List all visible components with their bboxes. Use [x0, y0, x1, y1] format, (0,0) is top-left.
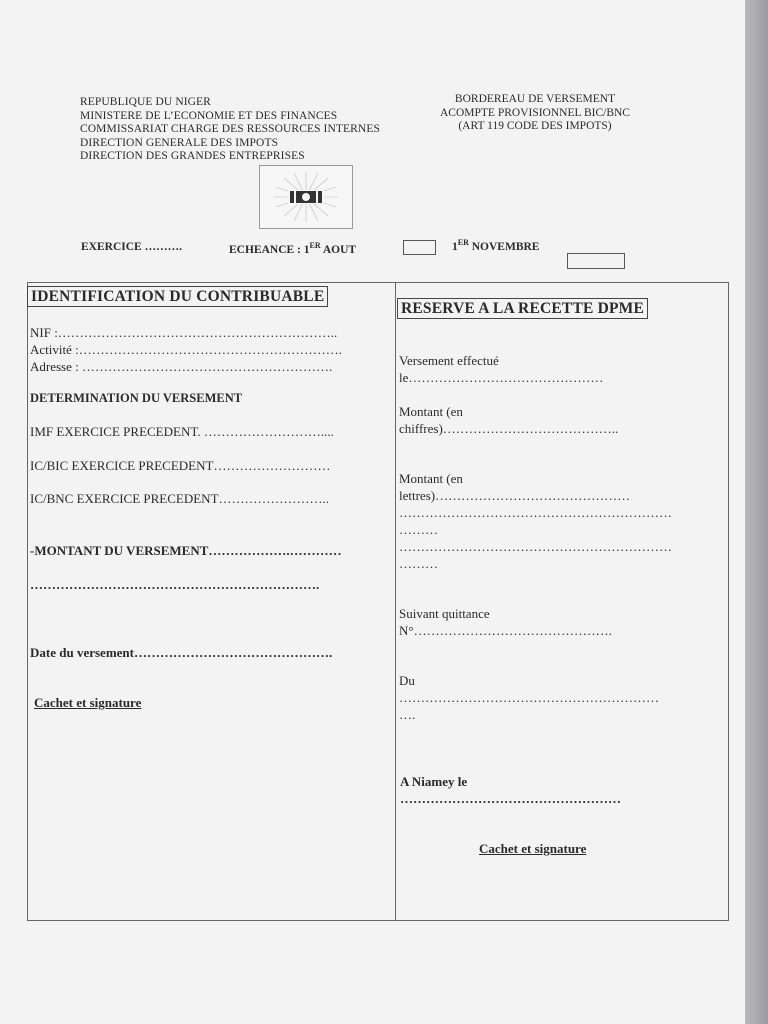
- exercice-field: EXERCICE ……….: [81, 241, 182, 253]
- montant-lettres-line[interactable]: ………………………………………………………: [399, 505, 672, 520]
- echeance-label: ECHEANCE : 1: [229, 243, 310, 256]
- novembre-label: [452, 238, 539, 253]
- form-reference: (ART 119 CODE DES IMPOTS): [458, 120, 612, 133]
- icbic-field[interactable]: IC/BIC EXERCICE PRECEDENT………………………: [30, 458, 331, 473]
- quittance-label: Suivant quittance: [399, 606, 490, 621]
- emblem-logo: [259, 165, 353, 229]
- montant-lettres-label: Montant (en: [399, 471, 463, 486]
- echeance-aout-label: [229, 241, 356, 256]
- header-line: DIRECTION DES GRANDES ENTREPRISES: [80, 150, 305, 163]
- header-line: COMMISSARIAT CHARGE DES RESSOURCES INTERNES: [80, 123, 380, 136]
- aout-label: AOUT: [320, 243, 357, 256]
- montant-versement-dots[interactable]: ………………………………………………………….: [30, 577, 320, 592]
- novembre-prefix: 1: [452, 240, 458, 253]
- form-subtitle: ACOMPTE PROVISIONNEL BIC/BNC: [440, 106, 630, 119]
- header-right: [430, 93, 640, 134]
- montant-lettres-line[interactable]: ………………………………………………………: [399, 539, 672, 554]
- montant-lettres-line[interactable]: ………: [399, 522, 438, 537]
- reserve-title: RESERVE A LA RECETTE DPME: [397, 298, 648, 319]
- versement-effectue-label: Versement effectué: [399, 353, 499, 368]
- montant-chiffres-field[interactable]: chiffres)…………………………………..: [399, 421, 619, 436]
- du-field[interactable]: ……………………………………………………: [399, 690, 659, 705]
- adresse-field[interactable]: Adresse : ………………………………………………….: [30, 359, 333, 374]
- novembre-checkbox[interactable]: [567, 253, 625, 269]
- form-title: BORDEREAU DE VERSEMENT: [454, 93, 616, 105]
- scanner-edge: [745, 0, 768, 1024]
- activite-field[interactable]: Activité :…………………………………………………….: [30, 342, 342, 357]
- header-left: [80, 96, 380, 164]
- header-line: REPUBLIQUE DU NIGER: [80, 96, 211, 108]
- aout-checkbox[interactable]: [403, 240, 436, 255]
- niamey-date-field[interactable]: ……………………………………………: [400, 791, 621, 806]
- du-label: Du: [399, 673, 415, 688]
- form-frame: [27, 282, 729, 921]
- icbnc-field[interactable]: IC/BNC EXERCICE PRECEDENT……………………..: [30, 491, 330, 506]
- cachet-signature-right: Cachet et signature: [479, 841, 587, 856]
- cachet-signature-left: Cachet et signature: [34, 695, 142, 710]
- montant-versement-field[interactable]: -MONTANT DU VERSEMENT……………….…………: [30, 543, 342, 558]
- imf-field[interactable]: IMF EXERCICE PRECEDENT. ………………………....: [30, 424, 334, 439]
- montant-lettres-field[interactable]: lettres)………………………………………: [399, 488, 631, 503]
- superscript: ER: [309, 241, 321, 250]
- versement-effectue-field[interactable]: le………………………………………: [399, 370, 604, 385]
- du-field-cont[interactable]: ….: [399, 707, 416, 722]
- emblem-icon: [260, 166, 352, 228]
- quittance-field[interactable]: N°……………………………………….: [399, 623, 612, 638]
- determination-heading: DETERMINATION DU VERSEMENT: [30, 391, 243, 405]
- superscript: ER: [457, 238, 469, 247]
- montant-chiffres-label: Montant (en: [399, 404, 463, 419]
- date-versement-field[interactable]: Date du versement……………………………………….: [30, 645, 333, 660]
- nif-field[interactable]: NIF :………………………………………………………..: [30, 325, 338, 340]
- identification-title: IDENTIFICATION DU CONTRIBUABLE: [27, 286, 328, 307]
- montant-lettres-line[interactable]: ………: [399, 556, 438, 571]
- novembre-text: NOVEMBRE: [468, 240, 540, 253]
- header-line: DIRECTION GENERALE DES IMPOTS: [80, 136, 279, 149]
- column-divider: [395, 282, 396, 920]
- niamey-label: A Niamey le: [400, 774, 468, 789]
- header-line: MINISTERE DE L’ECONOMIE ET DES FINANCES: [80, 109, 338, 122]
